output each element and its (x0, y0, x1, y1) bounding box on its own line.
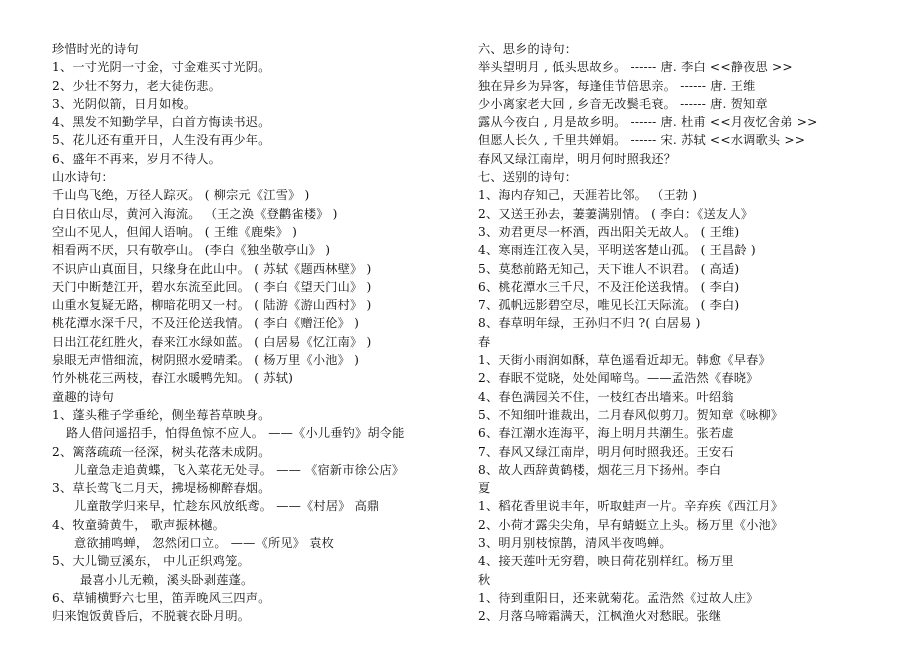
poem-line: 泉眼无声惜细流，树阴照水爱晴柔。 ( 杨万里《小池》 ) (52, 353, 360, 368)
poem-line: 白日依山尽，黄河入海流。 （王之涣《登鹳雀楼》 ) (52, 206, 338, 221)
section-heading: 夏 (478, 481, 491, 496)
poem-line: 3、草长莺飞二月天，拂堤杨柳醉春烟。 (52, 481, 271, 496)
poem-line: 1、蓬头稚子学垂纶，侧坐莓苔草映身。 (52, 407, 271, 422)
poem-line: 1、待到重阳日，还来就菊花。孟浩然《过故人庄》 (478, 590, 759, 605)
poem-line: 6、草铺横野六七里，笛弄晚风三四声。 (52, 590, 271, 605)
poem-line: 8、故人西辞黄鹤楼，烟花三月下扬州。李白 (478, 462, 722, 477)
poem-line: 归来饱饭黄昏后，不脱蓑衣卧月明。 (52, 609, 251, 624)
poem-line: 5、花儿还有重开日，人生没有再少年。 (52, 133, 271, 148)
poem-line: 山重水复疑无路，柳暗花明又一村。 ( 陆游《游山西村》 ) (52, 298, 372, 313)
poem-line: 独在异乡为异客，每逢佳节倍思亲。 ------ 唐. 王维 (478, 78, 756, 93)
poem-line: 儿童急走追黄蝶，飞入菜花无处寻。 —— 《宿新市徐公店》 (74, 462, 405, 477)
poem-line: 春风又绿江南岸，明月何时照我还？ (478, 151, 677, 166)
poem-line: 4、寒雨连江夜入吴，平明送客楚山孤。 ( 王昌龄 ) (478, 243, 756, 258)
right-column (478, 40, 908, 626)
poem-line: 1、海内存知己，天涯若比邻。 （王勃 ) (478, 188, 698, 203)
poem-line: 5、大儿锄豆溪东， 中儿正织鸡笼。 (52, 554, 250, 569)
poem-line: 少小离家老大回 , 乡音无改鬓毛衰。 ------ 唐. 贺知章 (478, 96, 768, 111)
section-heading: 童趣的诗句 (52, 389, 114, 404)
poem-line: 不识庐山真面目，只缘身在此山中。 ( 苏轼《题西林壁》 ) (52, 261, 372, 276)
poem-line: 举头望明月 , 低头思故乡。 ------ 唐. 李白 <<静夜思 >> (478, 60, 793, 75)
poem-line: 空山不见人，但闻人语响。 ( 王维《鹿柴》 ) (52, 224, 298, 239)
poem-line: 6、春江潮水连海平，海上明月共潮生。张若虚 (478, 426, 734, 441)
poem-line: 2、月落乌啼霜满天，江枫渔火对愁眠。张继 (478, 609, 722, 624)
poem-line: 意欲捕鸣蝉， 忽然闭口立。 ——《所见》 袁枚 (74, 536, 334, 551)
poem-line: 千山鸟飞绝，万径人踪灭。 ( 柳宗元《江雪》 ) (52, 188, 310, 203)
section-heading: 春 (478, 334, 491, 349)
poem-line: 路人借问遥招手，怕得鱼惊不应人。 ——《小儿垂钓》胡令能 (66, 426, 405, 441)
poem-line: 8、春草明年绿，王孙归不归 ?( 白居易 ) (478, 316, 701, 331)
poem-line: 3、明月别枝惊鹊，清风半夜鸣蝉。 (478, 536, 672, 551)
poem-line: 7、春风又绿江南岸，明月何时照我还。王安石 (478, 444, 734, 459)
poem-line: 5、不知细叶谁裁出，二月春风似剪刀。贺知章《咏柳》 (478, 407, 784, 422)
poem-line: 但愿人长久 , 千里共婵娟。 ------ 宋. 苏轼 <<水调歌头 >> (478, 133, 806, 148)
poem-line: 竹外桃花三两枝，春江水暖鸭先知。 ( 苏轼) (52, 371, 294, 386)
poem-line: 日出江花红胜火，春来江水绿如蓝。 ( 白居易《忆江南》 ) (52, 334, 372, 349)
section-heading: 六、思乡的诗句： (478, 42, 578, 56)
poem-line: 2、春眠不觉晓，处处闻啼鸟。——孟浩然《春晓》 (478, 371, 759, 386)
poem-line: 天门中断楚江开，碧水东流至此回。 ( 李白《望天门山》 ) (52, 279, 372, 294)
poem-line: 儿童散学归来早，忙趁东风放纸鸢。 ——《村居》 高鼎 (74, 499, 380, 514)
left-column (52, 40, 447, 626)
poem-line: 2、又送王孙去，萋萋满别情。 ( 李白：《送友人》 (478, 206, 754, 221)
poem-line: 5、莫愁前路无知己，天下谁人不识君。 ( 高适) (478, 261, 740, 276)
poem-line: 3、劝君更尽一杯酒，西出阳关无故人。 ( 王维) (478, 224, 740, 239)
poem-line: 6、桃花潭水三千尺，不及汪伦送我情。 ( 李白) (478, 279, 740, 294)
poem-line: 3、光阴似箭，日月如梭。 (52, 96, 197, 111)
poem-line: 相看两不厌，只有敬亭山。 (李白《独坐敬亭山》 ) (52, 243, 331, 258)
poem-line: 6、盛年不再来，岁月不待人。 (52, 151, 221, 166)
poem-line: 2、少壮不努力，老大徒伤悲。 (52, 78, 221, 93)
poem-line: 露从今夜白 , 月是故乡明。 ------ 唐. 杜甫 <<月夜忆舍弟 >> (478, 115, 818, 130)
poem-line: 2、小荷才露尖尖角，早有蜻蜓立上头。杨万里《小池》 (478, 517, 784, 532)
section-heading: 秋 (478, 572, 491, 587)
poem-line: 最喜小儿无赖，溪头卧剥莲蓬。 (80, 572, 254, 587)
poem-line: 1、稻花香里说丰年，听取蛙声一片。辛弃疾《西江月》 (478, 499, 784, 514)
poem-line: 4、黑发不知勤学早，白首方悔读书迟。 (52, 115, 271, 130)
poem-line: 4、牧童骑黄牛， 歌声振林樾。 (52, 517, 226, 532)
section-heading: 珍惜时光的诗句 (52, 42, 139, 56)
poem-line: 4、春色满园关不住，一枝红杏出墙来。叶绍翁 (478, 389, 734, 404)
poem-line: 1、一寸光阴一寸金，寸金难买寸光阴。 (52, 60, 271, 75)
poem-line: 7、孤帆远影碧空尽，唯见长江天际流。 ( 李白) (478, 298, 740, 313)
poem-line: 2、篱落疏疏一径深，树头花落未成阴。 (52, 444, 271, 459)
poem-line: 桃花潭水深千尺，不及汪伦送我情。 ( 李白《赠汪伦》 ) (52, 316, 360, 331)
poem-line: 4、接天莲叶无穷碧，映日荷花别样红。杨万里 (478, 554, 734, 569)
poem-line: 1、天街小雨润如酥，草色遥看近却无。韩愈《早春》 (478, 353, 771, 368)
section-heading: 山水诗句： (52, 170, 114, 185)
section-heading: 七、送别的诗句： (478, 170, 578, 185)
